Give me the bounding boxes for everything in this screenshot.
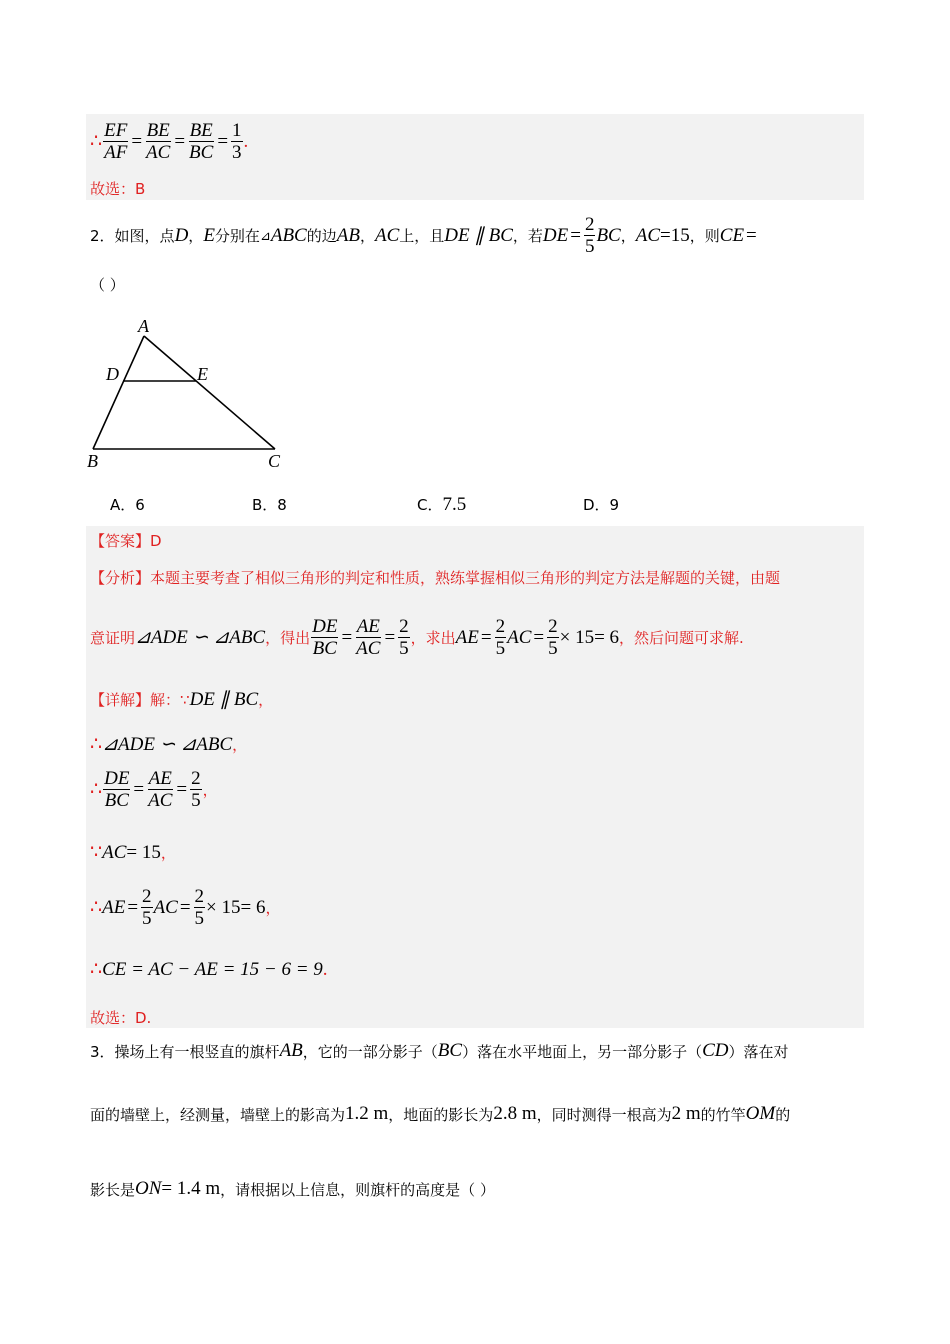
fraction-two-fifths-a: $\frac{2}{5}$ (399, 616, 409, 659)
fraction-two-fifths-d: $\frac{2}{5}$ (191, 768, 201, 811)
question-3-line-3: 影长是 ON = 1.4 m ，请根据以上信息，则旗杆的高度是（ ） (90, 1178, 495, 1199)
label-a: A (138, 316, 149, 336)
step-2: ∴ $\frac{DE}{BC}$ = $\frac{AE}{AC}$ = $\frac{2}{5}$ ， (90, 768, 218, 811)
fraction-ef-af: $\frac{EF}{AF}$ (104, 120, 128, 163)
ratio-equation: ∴ $\frac{EF}{AF}$ = $\frac{BE}{AC}$ = $\frac{BE}{BC}$ = $\frac{1}{3}$ . (90, 120, 249, 163)
fraction-be-bc: $\frac{BE}{BC}$ (189, 120, 214, 163)
fraction-two-fifths-b: $\frac{2}{5}$ (495, 616, 506, 659)
triangle-figure (80, 312, 300, 477)
fraction-de-bc-2: $\frac{DE}{BC}$ (104, 768, 130, 811)
option-a: A．6 (110, 496, 145, 514)
fraction-two-fifths: $\frac{2}{5}$ (584, 214, 595, 257)
question-3-line-2: 面的墙壁上，经测量，墙壁上的影高为 1.2 m ，地面的影长为 2.8 m ，同时测得一根高为 2 m 的竹竿 OM 的 (90, 1103, 791, 1124)
fraction-ae-ac-2: $\frac{AE}{AC}$ (148, 768, 173, 811)
option-c: C．7.5 (417, 494, 467, 515)
step-3: ∵ AC = 15 ， (90, 841, 176, 863)
answer-parentheses: （ ） (90, 276, 125, 294)
choice-b: 故选：B (90, 180, 146, 198)
fraction-two-fifths-e: $\frac{2}{5}$ (142, 886, 152, 929)
side-ab (93, 336, 144, 449)
step-4: ∴ AE = $\frac{2}{5}$ AC = $\frac{2}{5}$ × 15 = 6 ， (90, 886, 281, 929)
label-c: C (268, 451, 281, 471)
step-1: ∴ ⊿ADE ∽ ⊿ABC ， (90, 734, 248, 755)
side-ac (144, 336, 275, 449)
label-e: E (197, 364, 208, 384)
fraction-one-third: $\frac{1}{3}$ (232, 120, 242, 163)
step-5: ∴ CE = AC − AE = 15 − 6 = 9 . (90, 958, 328, 980)
fraction-two-fifths-f: $\frac{2}{5}$ (194, 886, 205, 929)
label-d: D (106, 364, 119, 384)
fraction-ae-ac: $\frac{AE}{AC}$ (356, 616, 381, 659)
fraction-be-ac: $\frac{BE}{AC}$ (146, 120, 171, 163)
answer-label: 【答案】D (90, 532, 162, 550)
label-b: B (87, 451, 98, 471)
question-3-line-1: 3． 操场上有一根竖直的旗杆 AB ，它的一部分影子（ BC ）落在水平地面上，另一部分影子（ CD ）落在对 (90, 1040, 789, 1061)
detail-line: 【详解】 解：∵ DE ∥ BC ， (90, 689, 274, 710)
question-2-line-1: 2． 如图，点 D ， E 分别在 ⊿ ABC 的边 AB ， AC 上，且 DE ∥ BC ，若 DE = $\frac{2}{5}$ BC ， AC =15 ，则 CE = (90, 214, 757, 257)
choice-d: 故选：D. (90, 1009, 152, 1027)
option-b: B．8 (252, 496, 287, 514)
therefore-symbol: ∴ (90, 131, 103, 152)
analysis-line-1: 【分析】 本题主要考查了相似三角形的判定和性质，熟练掌握相似三角形的判定方法是解题的关键，由题 (90, 569, 781, 587)
fraction-two-fifths-c: $\frac{2}{5}$ (548, 616, 558, 659)
fraction-de-bc: $\frac{DE}{BC}$ (312, 616, 338, 659)
analysis-line-2: 意证明 ⊿ADE ∽ ⊿ABC ，得出 $\frac{DE}{BC}$ = $\frac{AE}{AC}$ = $\frac{2}{5}$ ，求出 AE = $\frac{2}{5}$ AC = $\frac{2}{5}$ × 15 = 6 ，然后问题可求解. (90, 616, 744, 659)
option-d: D．9 (583, 496, 620, 514)
